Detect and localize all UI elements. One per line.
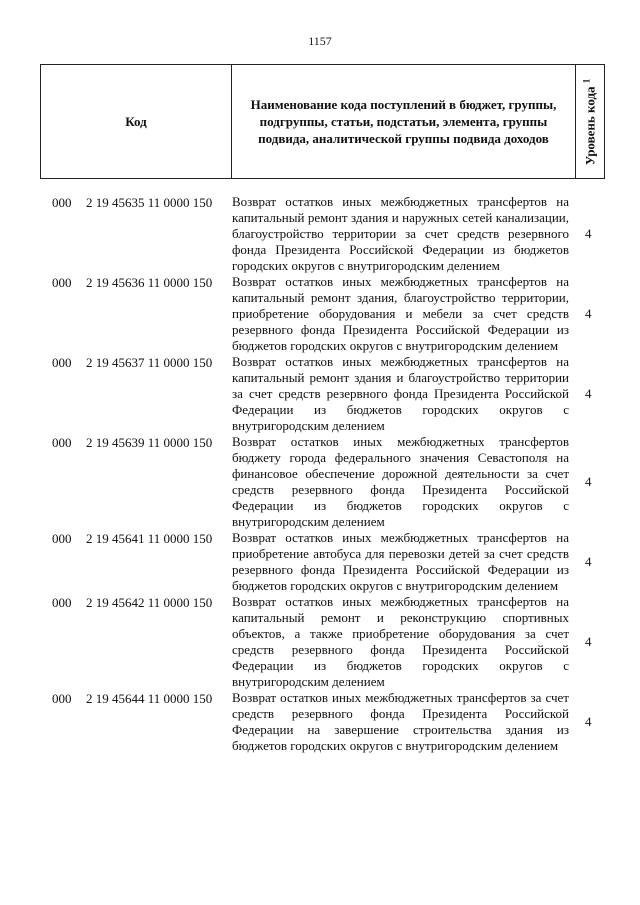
admin-code: 000 — [52, 275, 72, 290]
table-row — [0, 194, 640, 274]
revenue-code: 2 19 45641 11 0000 150 — [86, 531, 213, 546]
admin-code: 000 — [52, 691, 72, 706]
revenue-name: Возврат остатков иных межбюджетных трансфертов за счет средств резервного фонда Президента Российской Федерации на завершение строительства здания из бюджетов городских округов с внутригородским делением — [232, 690, 569, 753]
header-level-footnote: 1 — [581, 78, 592, 83]
admin-code: 000 — [52, 355, 72, 370]
header-level — [576, 65, 604, 178]
table-header — [40, 64, 605, 179]
code-level: 4 — [585, 714, 592, 729]
table-row — [0, 690, 640, 754]
code-level: 4 — [585, 474, 592, 489]
revenue-code: 2 19 45636 11 0000 150 — [86, 275, 213, 290]
revenue-code: 2 19 45642 11 0000 150 — [86, 595, 213, 610]
admin-code: 000 — [52, 195, 72, 210]
table-row — [0, 274, 640, 354]
page-number: 1157 — [308, 34, 332, 48]
table-row — [0, 434, 640, 530]
code-level: 4 — [585, 554, 592, 569]
header-code: Код — [41, 65, 232, 178]
revenue-name: Возврат остатков иных межбюджетных трансфертов бюджету города федерального значения Севастополя на финансовое обеспечение дорожной деятельности за счет средств резервного фонда Президента Российской Федерации из бюджетов городских округов с внутригородским делением — [232, 434, 569, 529]
revenue-code: 2 19 45637 11 0000 150 — [86, 355, 213, 370]
table-row — [0, 530, 640, 594]
revenue-name: Возврат остатков иных межбюджетных трансфертов на капитальный ремонт здания и благоустройство территории за счет средств резервного фонда Президента Российской Федерации из бюджетов городских округов с внутригородским делением — [232, 354, 569, 433]
admin-code: 000 — [52, 531, 72, 546]
revenue-code: 2 19 45644 11 0000 150 — [86, 691, 213, 706]
table-row — [0, 354, 640, 434]
revenue-code: 2 19 45635 11 0000 150 — [86, 195, 213, 210]
header-level-text: Уровень кода — [582, 85, 598, 165]
revenue-code: 2 19 45639 11 0000 150 — [86, 435, 213, 450]
admin-code: 000 — [52, 435, 72, 450]
revenue-name: Возврат остатков иных межбюджетных трансфертов на капитальный ремонт здания, благоустройство территории, приобретение оборудования и мебели за счет средств резервного фонда Президента Российской Федерации из бюджетов городских округов с внутригородским делением — [232, 274, 569, 353]
header-name: Наименование кода поступлений в бюджет, группы, подгруппы, статьи, подстатьи, элемента, группы подвида, аналитической группы подвида доходов — [232, 65, 576, 178]
code-level: 4 — [585, 226, 592, 241]
code-level: 4 — [585, 306, 592, 321]
admin-code: 000 — [52, 595, 72, 610]
revenue-name: Возврат остатков иных межбюджетных трансфертов на приобретение автобуса для перевозки детей за счет средств резервного фонда Президента Российской Федерации из бюджетов городских округов с внутригородским делением — [232, 530, 569, 593]
revenue-name: Возврат остатков иных межбюджетных трансфертов на капитальный ремонт здания и наружных сетей канализации, благоустройство территории за счет средств резервного фонда Президента Российской Федерации из бюджетов городских округов с внутригородским делением — [232, 194, 569, 273]
code-level: 4 — [585, 386, 592, 401]
table-body — [0, 194, 640, 754]
header-level-label — [581, 78, 598, 165]
revenue-name: Возврат остатков иных межбюджетных трансфертов на капитальный ремонт и реконструкцию спортивных объектов, а также приобретение оборудования за счет средств резервного фонда Президента Российской Федерации из бюджетов городских округов с внутригородским делением — [232, 594, 569, 689]
table-row — [0, 594, 640, 690]
code-level: 4 — [585, 634, 592, 649]
